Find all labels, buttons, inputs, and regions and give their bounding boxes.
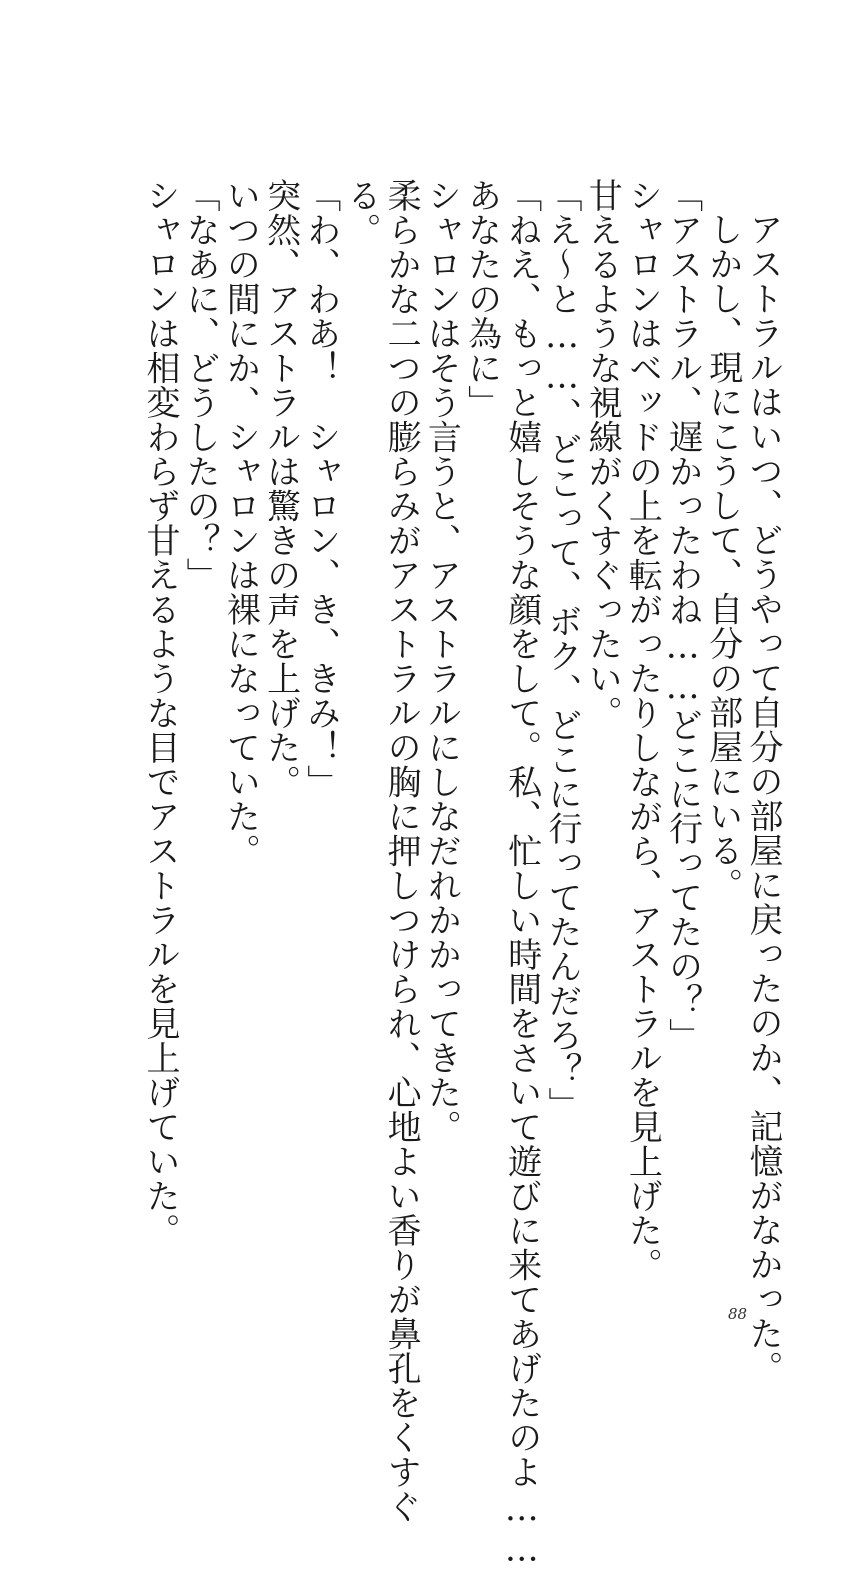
text-line: 突然、アストラルは驚きの声を上げた。 xyxy=(260,178,301,799)
page-number: 88 xyxy=(728,1305,748,1323)
text-line: アストラルはいつ、どうやって自分の部屋に戻ったのか、記憶がなかった。 xyxy=(743,212,783,1385)
text-line: 「ねえ、もっと嬉しそうな顔をして。私、忙しい時間をさいて遊びに来てあげたのよ…… xyxy=(501,178,542,1570)
text-line: シャロンはベッドの上を転がったりしながら、アストラルを見上げた。 xyxy=(622,178,663,1282)
text-line: 「なあに、どうしたの？」 xyxy=(180,178,221,592)
text-line: 「わ、わあ！ シャロン、き、きみ！」 xyxy=(300,178,341,799)
text-line: 「え〜と……、どこって、ボク、どこに行ってたんだろ？」 xyxy=(541,178,582,1122)
text-line: 「アストラル、遅かったわね……どこに行ってたの？」 xyxy=(662,178,703,1053)
text-line: しかし、現にこうして、自分の部屋にいる。 xyxy=(702,212,743,902)
text-line: 甘えるような視線がくすぐったい。 xyxy=(582,178,623,730)
text-line: あなたの為に」 xyxy=(461,178,502,420)
text-line: いつの間にか、シャロンは裸になっていた。 xyxy=(220,178,261,868)
text-line: る。 xyxy=(340,178,381,247)
text-line: シャロンはそう言うと、アストラルにしなだれかかってきた。 xyxy=(421,178,462,1144)
text-line: 柔らかな二つの膨らみがアストラルの胸に押しつけられ、心地よい香りが鼻孔をくすぐ xyxy=(381,178,422,1524)
text-line: シャロンは相変わらず甘えるような目でアストラルを見上げていた。 xyxy=(139,178,180,1248)
